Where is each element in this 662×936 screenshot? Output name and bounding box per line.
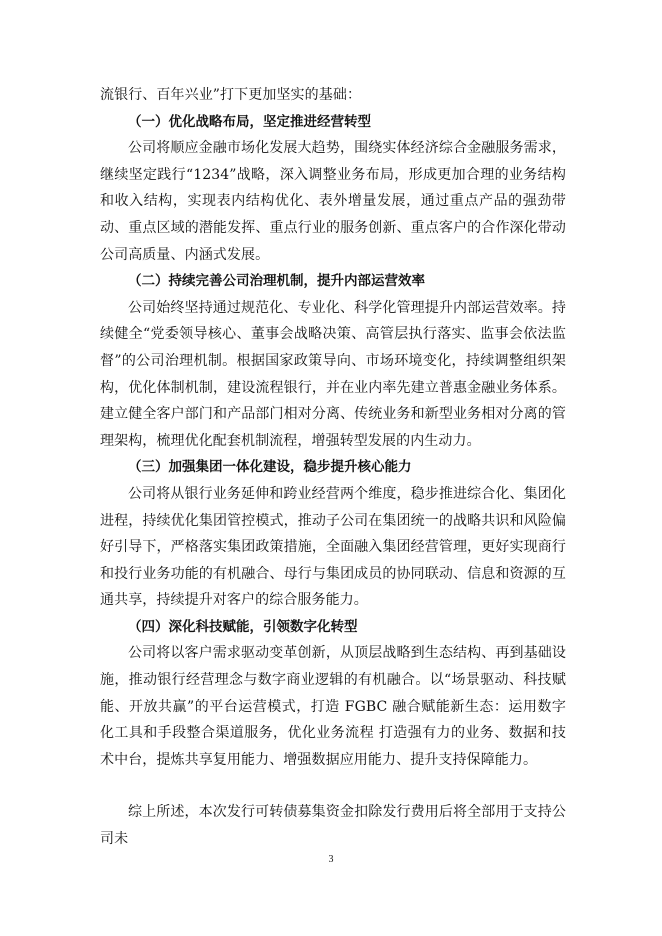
closing-paragraph: 综上所述，本次发行可转债募集资金扣除发行费用后将全部用于支持公司未: [100, 804, 566, 848]
section-paragraph-3: 公司将从银行业务延伸和跨业经营两个维度，稳步推进综合化、集团化进程，持续优化集团管控模式，推动子公司在集团统一的战略共识和风险偏好引导下，严格落实集团政策措施，全面融入集团经营管理，更好实现商行和投行业务功能的有机融合、母行与集团成员的协同联动、信息和资源的互通共享，持续提升对客户的综合服务能力。: [100, 485, 566, 609]
lead-paragraph: 流银行、百年兴业”打下更加坚实的基础：: [100, 87, 362, 103]
section-heading-2: （二）持续完善公司治理机制，提升内部运营效率: [128, 273, 425, 290]
paragraph-spacer: [100, 773, 566, 799]
section-heading-1: （一）优化战略布局，坚定推进经营转型: [128, 113, 371, 130]
section-heading-3: （三）加强集团一体化建设，稳步提升核心能力: [128, 459, 412, 476]
page-number: 3: [328, 854, 334, 865]
section-paragraph-4: 公司将以客户需求驱动变革创新，从顶层战略到生态结构、再到基础设施，推动银行经营理念与数字商业逻辑的有机融合。以“场景驱动、科技赋能、开放共赢”的平台运营模式，打造 FGBC 融合赋能新生态：运用数字化工具和手段整合渠道服务，优化业务流程 打造强有力的业务、数据和技术中台，提炼共享复用能力、增强数据应用能力、提升支持保障能力。: [100, 645, 566, 768]
section-heading-4: （四）深化科技赋能，引领数字化转型: [128, 618, 358, 635]
section-paragraph-1: 公司将顺应金融市场化发展大趋势，围绕实体经济综合金融服务需求，继续坚定践行“1234”战略，深入调整业务布局，形成更加合理的业务结构和收入结构，实现表内结构优化、表外增量发展，通过重点产品的强劲带动、重点区域的潜能发挥、重点行业的服务创新、重点客户的合作深化带动公司高质量、内涵式发展。: [100, 140, 566, 263]
section-paragraph-2: 公司始终坚持通过规范化、专业化、科学化管理提升内部运营效率。持续健全“党委领导核心、董事会战略决策、高管层执行落实、监事会依法监督”的公司治理机制。根据国家政策导向、市场环境变化，持续调整组织架构，优化体制机制，建设流程银行，并在业内率先建立普惠金融业务体系。建立健全客户部门和产品部门相对分离、传统业务和新型业务相对分离的管理架构，梳理优化配套机制流程，增强转型发展的内生动力。: [100, 299, 566, 449]
document-body: [100, 82, 566, 853]
